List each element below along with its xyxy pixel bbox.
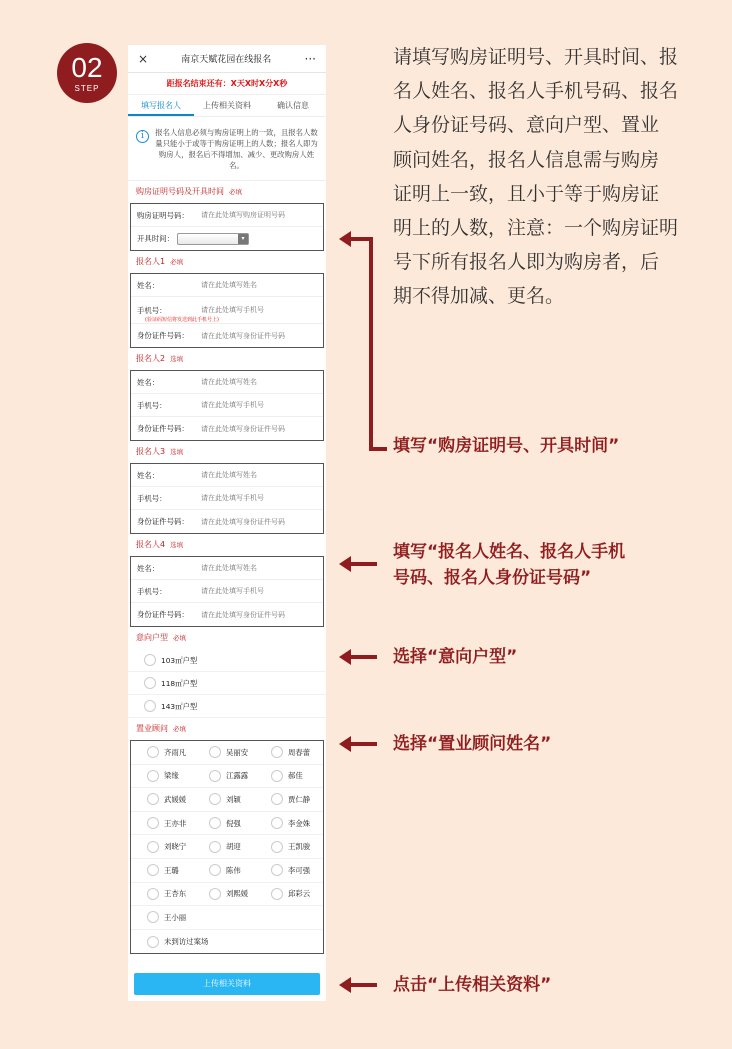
advisor-option[interactable]: 刘熙媛 bbox=[193, 883, 255, 906]
radio-icon[interactable] bbox=[271, 793, 283, 805]
chevron-down-icon: ▾ bbox=[238, 234, 248, 244]
advisor-option[interactable]: 贾仁静 bbox=[255, 788, 317, 811]
id-label: 身份证件号码： bbox=[137, 331, 189, 340]
advisor-option[interactable]: 未到访过案场 bbox=[131, 930, 271, 954]
phone-label: 手机号： bbox=[137, 586, 167, 596]
radio-icon[interactable] bbox=[147, 817, 159, 829]
radio-icon[interactable] bbox=[209, 793, 221, 805]
radio-icon[interactable] bbox=[271, 841, 283, 853]
id-input[interactable] bbox=[201, 332, 311, 340]
notice-text: 报名人信息必须与购房证明上的一致，且报名人数量只能小于或等于购房证明上的人数；报名人即为购房人，报名后不得增加、减少、更改购房人姓名。 bbox=[155, 128, 318, 170]
applicant-2-box bbox=[130, 370, 324, 441]
radio-icon[interactable] bbox=[147, 936, 159, 948]
advisor-option[interactable]: 郝佳 bbox=[255, 765, 317, 788]
phone-label: 手机号： bbox=[137, 493, 167, 503]
radio-icon[interactable] bbox=[209, 817, 221, 829]
step-label: STEP bbox=[74, 84, 100, 93]
id-label: 身份证件号码： bbox=[137, 424, 189, 433]
applicant-4-title: 报名人4 选填 bbox=[136, 540, 184, 549]
tab-confirm-info[interactable]: 确认信息 bbox=[277, 101, 309, 110]
advisor-option[interactable]: 刘颖 bbox=[193, 788, 255, 811]
tab-bar bbox=[128, 95, 326, 117]
cert-number-label: 购房证明号码： bbox=[137, 210, 189, 220]
cert-number-row bbox=[131, 204, 323, 227]
radio-icon[interactable] bbox=[271, 817, 283, 829]
cert-number-input[interactable] bbox=[201, 211, 311, 219]
advisor-option[interactable]: 王凯骏 bbox=[255, 835, 317, 858]
unit-option[interactable]: 118㎡户型 bbox=[128, 672, 326, 695]
callout-cert: 填写“购房证明号、开具时间” bbox=[393, 436, 620, 456]
advisor-option[interactable]: 李金姝 bbox=[255, 812, 317, 835]
nav-bar bbox=[128, 45, 326, 73]
instruction-text: 请填写购房证明号、开具时间、报 名人姓名、报名人手机号码、报名 人身份证号码、意向户型、置业 顾问姓名，报名人信息需与购房 证明上一致，且小于等于购房证 明上的人数，注意：一个购房证明 号下所有报名人即为购房者，后 期不得加减、更名。 bbox=[393, 46, 679, 308]
applicant-4-box bbox=[130, 556, 324, 627]
name-input[interactable] bbox=[201, 564, 311, 572]
phone-input[interactable] bbox=[201, 587, 311, 595]
name-input[interactable] bbox=[201, 378, 311, 386]
applicant-1-box bbox=[130, 273, 324, 348]
callout-applicant: 填写“报名人姓名、报名人手机 号码、报名人身份证号码” bbox=[393, 542, 626, 588]
advisor-option[interactable]: 江露露 bbox=[193, 765, 255, 788]
phone-screen bbox=[128, 45, 326, 1001]
phone-label: 手机号： bbox=[137, 305, 167, 315]
bracket-line bbox=[369, 237, 373, 451]
advisor-grid bbox=[130, 740, 324, 954]
cert-section-title: 购房证明号码及开具时间 必填 bbox=[136, 187, 242, 196]
upload-materials-button[interactable]: 上传相关资料 bbox=[134, 973, 320, 995]
id-input[interactable] bbox=[201, 518, 311, 526]
advisor-option[interactable]: 武媛媛 bbox=[131, 788, 193, 811]
advisor-option[interactable]: 胡迎 bbox=[193, 835, 255, 858]
radio-icon[interactable] bbox=[147, 841, 159, 853]
advisor-option[interactable]: 刘晓宁 bbox=[131, 835, 193, 858]
cert-date-select[interactable] bbox=[177, 233, 249, 245]
radio-icon[interactable] bbox=[209, 888, 221, 900]
radio-icon[interactable] bbox=[209, 746, 221, 758]
radio-icon[interactable] bbox=[147, 864, 159, 876]
radio-icon[interactable] bbox=[144, 654, 156, 666]
step-number: 02 bbox=[71, 52, 103, 83]
radio-icon[interactable] bbox=[147, 793, 159, 805]
radio-icon[interactable] bbox=[271, 864, 283, 876]
radio-icon[interactable] bbox=[147, 911, 159, 923]
notice-box bbox=[128, 117, 326, 181]
radio-icon[interactable] bbox=[144, 677, 156, 689]
phone-input[interactable] bbox=[201, 306, 311, 314]
advisor-option[interactable]: 吴丽安 bbox=[193, 741, 255, 764]
applicant-3-box bbox=[130, 463, 324, 534]
advisor-option[interactable]: 王亦非 bbox=[131, 812, 193, 835]
arrow-left-icon bbox=[349, 562, 377, 566]
info-icon: i bbox=[136, 130, 149, 143]
advisor-section-title: 置业顾问 必填 bbox=[136, 724, 186, 733]
unit-option[interactable]: 103㎡户型 bbox=[128, 649, 326, 672]
advisor-option[interactable]: 王小丽 bbox=[131, 906, 193, 929]
step-badge bbox=[57, 43, 117, 103]
radio-icon[interactable] bbox=[144, 700, 156, 712]
id-label: 身份证件号码： bbox=[137, 610, 189, 619]
radio-icon[interactable] bbox=[147, 746, 159, 758]
close-icon[interactable]: × bbox=[138, 51, 149, 66]
cert-date-label: 开具时间： bbox=[137, 234, 174, 243]
advisor-option[interactable]: 李可强 bbox=[255, 859, 317, 882]
radio-icon[interactable] bbox=[209, 864, 221, 876]
phone-input[interactable] bbox=[201, 401, 311, 409]
advisor-option[interactable]: 陈伟 bbox=[193, 859, 255, 882]
tab-upload-materials[interactable]: 上传相关资料 bbox=[203, 101, 251, 110]
more-icon[interactable]: ··· bbox=[304, 51, 316, 66]
callout-unit: 选择“意向户型” bbox=[393, 647, 518, 667]
id-input[interactable] bbox=[201, 425, 311, 433]
radio-icon[interactable] bbox=[271, 770, 283, 782]
unit-option[interactable]: 143㎡户型 bbox=[128, 695, 326, 718]
radio-icon[interactable] bbox=[147, 888, 159, 900]
name-label: 姓名： bbox=[137, 377, 160, 387]
advisor-option[interactable]: 周春蕾 bbox=[255, 741, 317, 764]
advisor-option[interactable]: 梁缘 bbox=[131, 765, 193, 788]
radio-icon[interactable] bbox=[209, 770, 221, 782]
radio-icon[interactable] bbox=[271, 888, 283, 900]
id-label: 身份证件号码： bbox=[137, 517, 189, 526]
bracket-foot bbox=[369, 447, 387, 451]
arrow-left-icon bbox=[349, 742, 377, 746]
callout-advisor: 选择“置业顾问姓名” bbox=[393, 734, 552, 754]
advisor-option[interactable]: 邱彩云 bbox=[255, 883, 317, 906]
radio-icon[interactable] bbox=[209, 841, 221, 853]
arrow-left-icon bbox=[349, 983, 377, 987]
applicant-1-title: 报名人1 必填 bbox=[136, 257, 184, 266]
arrow-left-icon bbox=[349, 237, 373, 241]
phone-label: 手机号： bbox=[137, 400, 167, 410]
applicant-2-title: 报名人2 选填 bbox=[136, 354, 184, 363]
arrow-left-icon bbox=[349, 655, 377, 659]
name-input[interactable] bbox=[201, 471, 311, 479]
name-input[interactable] bbox=[201, 281, 311, 289]
advisor-option[interactable]: 倪强 bbox=[193, 812, 255, 835]
id-input[interactable] bbox=[201, 611, 311, 619]
countdown-banner: 距报名结束还有：X天X时X分X秒 bbox=[128, 73, 326, 95]
cert-date-row bbox=[131, 227, 323, 250]
name-label: 姓名： bbox=[137, 470, 160, 480]
cert-box bbox=[130, 203, 324, 251]
radio-icon[interactable] bbox=[271, 746, 283, 758]
name-label: 姓名： bbox=[137, 280, 160, 290]
advisor-option[interactable]: 王杏东 bbox=[131, 883, 193, 906]
advisor-option[interactable]: 齐雨凡 bbox=[131, 741, 193, 764]
phone-hint: (验证码短信将发送到此手机号上) bbox=[145, 317, 219, 323]
unit-section-title: 意向户型 必填 bbox=[136, 633, 186, 642]
name-label: 姓名： bbox=[137, 563, 160, 573]
radio-icon[interactable] bbox=[147, 770, 159, 782]
phone-input[interactable] bbox=[201, 494, 311, 502]
page-title: 南京天赋花园在线报名 bbox=[181, 55, 272, 65]
applicant-3-title: 报名人3 选填 bbox=[136, 447, 184, 456]
advisor-option[interactable]: 王璐 bbox=[131, 859, 193, 882]
tab-fill-applicant[interactable]: 填写报名人 bbox=[128, 95, 194, 116]
callout-upload: 点击“上传相关资料” bbox=[393, 975, 552, 995]
